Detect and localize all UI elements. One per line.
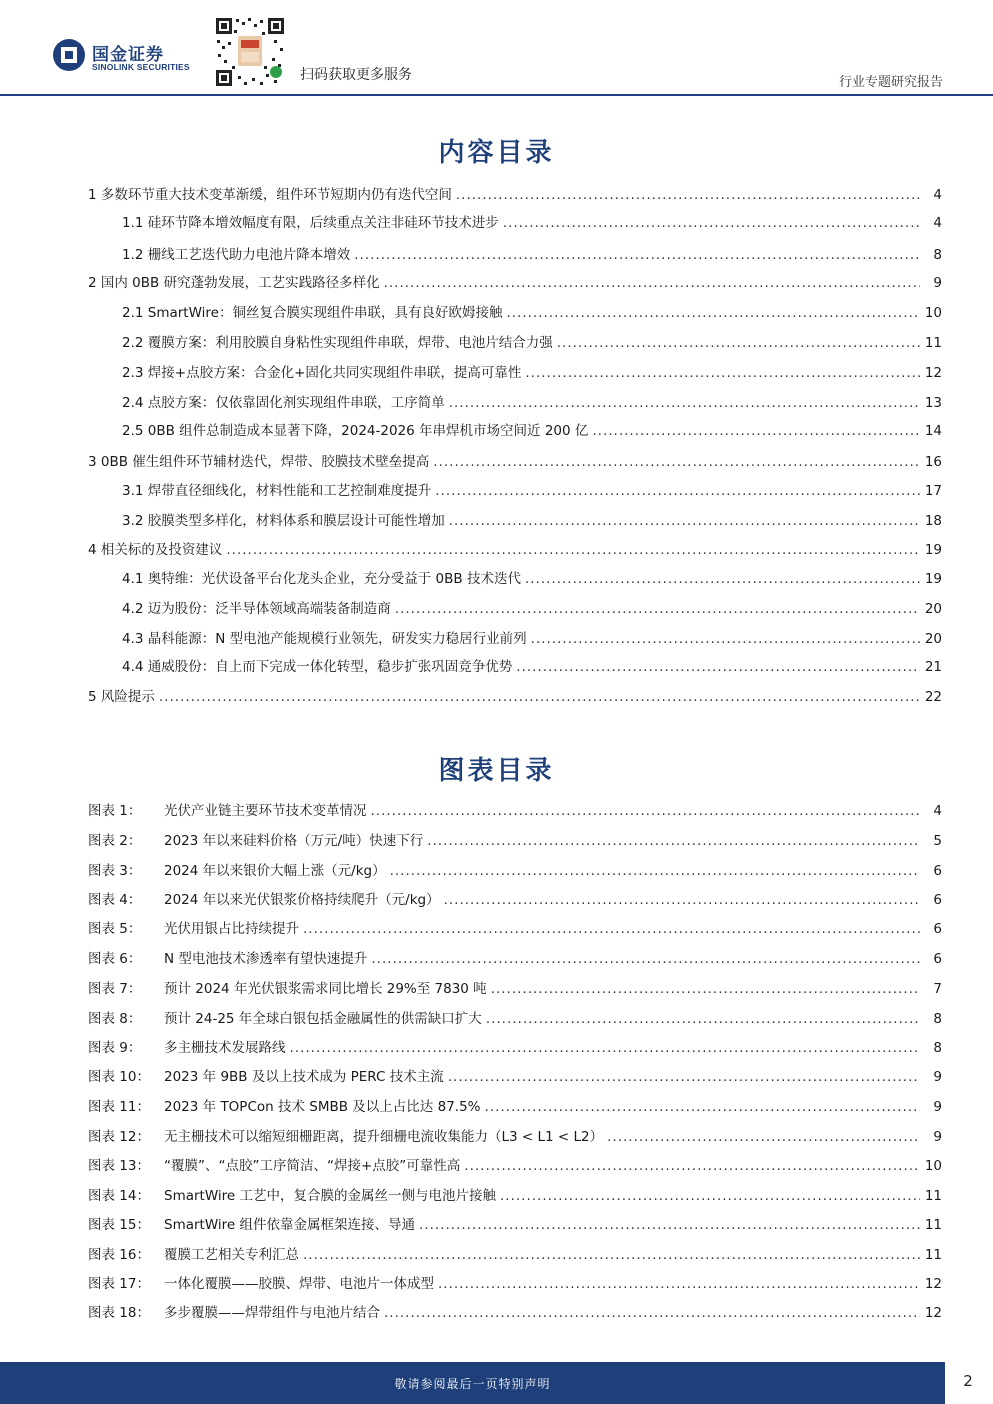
toc-entry[interactable] (122, 595, 942, 623)
toc-entry-text: 2.3 焊接+点胶方案：合金化+固化共同实现组件串联，提高可靠性 (122, 365, 522, 381)
figure-entry-text: 2024 年以来银价大幅上涨（元/kg） (164, 863, 386, 879)
figure-entry[interactable] (88, 1093, 942, 1121)
figure-label: 图表 11： (88, 1099, 150, 1115)
figure-entry[interactable] (88, 1299, 942, 1327)
figure-label: 图表 13： (88, 1158, 150, 1174)
toc-entry[interactable] (122, 417, 942, 445)
figure-entry-page: 6 (933, 951, 942, 967)
figure-entry-text: “覆膜”、“点胶”工序简洁、“焊接+点胶”可靠性高 (164, 1158, 461, 1174)
dot-leader (438, 1270, 920, 1298)
dot-leader (516, 653, 920, 681)
figure-entry-page: 10 (924, 1158, 942, 1174)
toc-entry[interactable] (122, 507, 942, 535)
toc-entry[interactable] (122, 565, 942, 593)
figure-label: 图表 14： (88, 1188, 150, 1204)
dot-leader (444, 886, 920, 914)
figure-entry[interactable] (88, 945, 942, 973)
figure-entry[interactable] (88, 857, 942, 885)
figure-label: 图表 16： (88, 1247, 150, 1263)
toc-entry-text: 2.2 覆膜方案：利用胶膜自身粘性实现组件串联，焊带、电池片结合力强 (122, 335, 553, 351)
toc-entry-text: 5 风险提示 (88, 689, 155, 705)
figure-label: 图表 3： (88, 863, 142, 879)
figure-entry-text: 2023 年 TOPCon 技术 SMBB 及以上占比达 87.5% (164, 1099, 481, 1115)
figure-entry-text: 预计 24-25 年全球白银包括金融属性的供需缺口扩大 (164, 1011, 482, 1027)
dot-leader (486, 1005, 920, 1033)
page-number: 2 (963, 1372, 973, 1390)
figure-label: 图表 1： (88, 803, 142, 819)
toc-entry[interactable] (122, 477, 942, 505)
figure-entry[interactable] (88, 1152, 942, 1180)
figure-entry-page: 4 (933, 803, 942, 819)
dot-leader (464, 1152, 920, 1180)
toc-entry[interactable] (88, 448, 942, 476)
figure-entry-page: 7 (933, 981, 942, 997)
toc-entry[interactable] (122, 653, 942, 681)
toc-entry-page: 21 (924, 659, 942, 675)
dot-leader (456, 181, 920, 209)
toc-entry-page: 19 (924, 542, 942, 558)
dot-leader (303, 1241, 920, 1269)
toc-entry-page: 9 (933, 275, 942, 291)
figure-entry-text: SmartWire 工艺中，复合膜的金属丝一侧与电池片接触 (164, 1188, 496, 1204)
figure-entry[interactable] (88, 1063, 942, 1091)
toc-entry-page: 20 (924, 631, 942, 647)
figure-entry-text: 2024 年以来光伏银浆价格持续爬升（元/kg） (164, 892, 440, 908)
toc-entry-text: 4 相关标的及投资建议 (88, 542, 223, 558)
figure-entry-page: 9 (933, 1129, 942, 1145)
toc-entry-page: 12 (924, 365, 942, 381)
dot-leader (491, 975, 920, 1003)
dot-leader (525, 565, 920, 593)
toc-entry-text: 2.4 点胶方案：仅依靠固化剂实现组件串联，工序简单 (122, 395, 445, 411)
dot-leader (433, 448, 920, 476)
toc-entry[interactable] (122, 389, 942, 417)
figure-entry-text: 覆膜工艺相关专利汇总 (164, 1247, 299, 1263)
toc-entry[interactable] (122, 299, 942, 327)
toc-entry-page: 13 (924, 395, 942, 411)
figure-label: 图表 10： (88, 1069, 150, 1085)
report-type-label: 行业专题研究报告 (838, 75, 943, 90)
figure-entry-page: 8 (933, 1011, 942, 1027)
toc-entry-text: 4.1 奥特维：光伏设备平台化龙头企业，充分受益于 0BB 技术迭代 (122, 571, 521, 587)
figure-entry[interactable] (88, 1270, 942, 1298)
toc-entry-page: 4 (933, 187, 942, 203)
toc-entry-text: 4.2 迈为股份：泛半导体领域高端装备制造商 (122, 601, 391, 617)
dot-leader (384, 269, 920, 297)
figure-entry-text: 光伏产业链主要环节技术变革情况 (164, 803, 367, 819)
dot-leader (592, 417, 920, 445)
figure-entry-page: 12 (924, 1305, 942, 1321)
dot-leader (607, 1123, 920, 1151)
figure-entry-text: SmartWire 组件依靠金属框架连接、导通 (164, 1217, 415, 1233)
footer-disclaimer: 敬请参阅最后一页特别声明 (394, 1377, 551, 1391)
dot-leader (390, 857, 920, 885)
figure-label: 图表 12： (88, 1129, 150, 1145)
dot-leader (384, 1299, 920, 1327)
figure-entry-page: 6 (933, 921, 942, 937)
toc-entry[interactable] (88, 683, 942, 711)
figure-entry-page: 11 (924, 1217, 942, 1233)
toc-entry[interactable] (122, 625, 942, 653)
figure-entry[interactable] (88, 975, 942, 1003)
figure-entry-text: 预计 2024 年光伏银浆需求同比增长 29%至 7830 吨 (164, 981, 487, 997)
dot-leader (354, 241, 920, 269)
dot-leader (500, 1182, 920, 1210)
figure-label: 图表 4： (88, 892, 142, 908)
dot-leader (226, 536, 920, 564)
figure-label: 图表 2： (88, 833, 142, 849)
figure-entry[interactable] (88, 1211, 942, 1239)
toc-entry-text: 1.2 栅线工艺迭代助力电池片降本增效 (122, 247, 351, 263)
contents-title: 内容目录 (438, 138, 555, 168)
toc-entry-text: 4.4 通威股份：自上而下完成一体化转型，稳步扩张巩固竞争优势 (122, 659, 513, 675)
toc-entry-page: 11 (924, 335, 942, 351)
dot-leader (448, 1063, 920, 1091)
dot-leader (435, 477, 920, 505)
figure-entry-page: 5 (933, 833, 942, 849)
toc-entry[interactable] (122, 241, 942, 269)
dot-leader (419, 1211, 920, 1239)
sinolink-logo-icon (52, 38, 86, 72)
figure-entry-text: 光伏用银占比持续提升 (164, 921, 299, 937)
dot-leader (159, 683, 920, 711)
figure-entry-page: 6 (933, 863, 942, 879)
toc-entry-page: 17 (924, 483, 942, 499)
figure-entry-page: 6 (933, 892, 942, 908)
dot-leader (485, 1093, 921, 1121)
figure-entry-text: 2023 年以来硅料价格（万元/吨）快速下行 (164, 833, 424, 849)
dot-leader (506, 299, 920, 327)
figure-entry-page: 9 (933, 1069, 942, 1085)
dot-leader (449, 389, 920, 417)
toc-entry-page: 19 (924, 571, 942, 587)
toc-entry-text: 3.2 胶膜类型多样化，材料体系和膜层设计可能性增加 (122, 513, 445, 529)
figure-entry[interactable] (88, 827, 942, 855)
dot-leader (371, 797, 921, 825)
toc-entry-text: 1.1 硅环节降本增效幅度有限，后续重点关注非硅环节技术进步 (122, 215, 499, 231)
dot-leader (525, 359, 920, 387)
toc-entry-page: 20 (924, 601, 942, 617)
dot-leader (395, 595, 920, 623)
toc-entry-page: 14 (924, 423, 942, 439)
toc-entry-text: 3 0BB 催生组件环节辅材迭代，焊带、胶膜技术壁垒提高 (88, 454, 430, 470)
figure-entry[interactable] (88, 797, 942, 825)
dot-leader (531, 625, 920, 653)
toc-entry[interactable] (122, 359, 942, 387)
dot-leader (449, 507, 920, 535)
header-divider (0, 94, 993, 96)
figure-entry-text: 2023 年 9BB 及以上技术成为 PERC 技术主流 (164, 1069, 444, 1085)
brand-name-cn: 国金证券 (92, 45, 164, 65)
figure-entry-page: 11 (924, 1247, 942, 1263)
figure-label: 图表 18： (88, 1305, 150, 1321)
toc-entry[interactable] (122, 329, 942, 357)
figure-entry-text: 一体化覆膜——胶膜、焊带、电池片一体成型 (164, 1276, 434, 1292)
toc-entry-text: 2.1 SmartWire：铜丝复合膜实现组件串联，具有良好欧姆接触 (122, 305, 503, 321)
dot-leader (427, 827, 920, 855)
figure-label: 图表 15： (88, 1217, 150, 1233)
toc-entry-page: 4 (933, 215, 942, 231)
toc-entry-page: 16 (924, 454, 942, 470)
toc-entry-page: 8 (933, 247, 942, 263)
figure-entry-page: 9 (933, 1099, 942, 1115)
figure-entry[interactable] (88, 915, 942, 943)
figure-entry-page: 12 (924, 1276, 942, 1292)
figure-entry[interactable] (88, 1241, 942, 1269)
figure-entry-text: N 型电池技术渗透率有望快速提升 (164, 951, 368, 967)
toc-entry[interactable] (122, 209, 942, 237)
dot-leader (371, 945, 920, 973)
figure-entry-text: 无主栅技术可以缩短细栅距离，提升细栅电流收集能力（L3 < L1 < L2） (164, 1129, 604, 1145)
toc-entry-text: 3.1 焊带直径细线化，材料性能和工艺控制难度提升 (122, 483, 432, 499)
figure-entry-page: 8 (933, 1040, 942, 1056)
figures-title: 图表目录 (438, 756, 555, 786)
toc-entry-page: 22 (924, 689, 942, 705)
brand-name-en: SINOLINK SECURITIES (92, 62, 190, 72)
toc-entry[interactable] (88, 181, 942, 209)
figure-entry-text: 多主栅技术发展路线 (164, 1040, 286, 1056)
toc-entry[interactable] (88, 269, 942, 297)
dot-leader (290, 1034, 921, 1062)
toc-entry-text: 2.5 0BB 组件总制造成本显著下降，2024-2026 年串焊机市场空间近 200 亿 (122, 423, 589, 439)
figure-label: 图表 7： (88, 981, 142, 997)
figure-entry-page: 11 (924, 1188, 942, 1204)
figure-label: 图表 9： (88, 1040, 142, 1056)
qr-code-icon[interactable] (214, 16, 286, 88)
figure-label: 图表 5： (88, 921, 142, 937)
dot-leader (503, 209, 920, 237)
toc-entry[interactable] (88, 536, 942, 564)
figure-label: 图表 17： (88, 1276, 150, 1292)
toc-entry-text: 4.3 晶科能源：N 型电池产能规模行业领先，研发实力稳居行业前列 (122, 631, 527, 647)
figure-label: 图表 6： (88, 951, 142, 967)
toc-entry-text: 2 国内 0BB 研究蓬勃发展，工艺实践路径多样化 (88, 275, 380, 291)
figure-label: 图表 8： (88, 1011, 142, 1027)
dot-leader (557, 329, 920, 357)
figure-entry[interactable] (88, 1182, 942, 1210)
qr-caption: 扫码获取更多服务 (300, 67, 412, 83)
page-header (0, 0, 993, 96)
toc-entry-page: 10 (924, 305, 942, 321)
figure-entry[interactable] (88, 1123, 942, 1151)
figure-entry[interactable] (88, 1005, 942, 1033)
toc-entry-text: 1 多数环节重大技术变革渐缓，组件环节短期内仍有迭代空间 (88, 187, 452, 203)
dot-leader (303, 915, 920, 943)
toc-entry-page: 18 (924, 513, 942, 529)
figure-entry[interactable] (88, 886, 942, 914)
figure-entry-text: 多步覆膜——焊带组件与电池片结合 (164, 1305, 380, 1321)
figure-entry[interactable] (88, 1034, 942, 1062)
